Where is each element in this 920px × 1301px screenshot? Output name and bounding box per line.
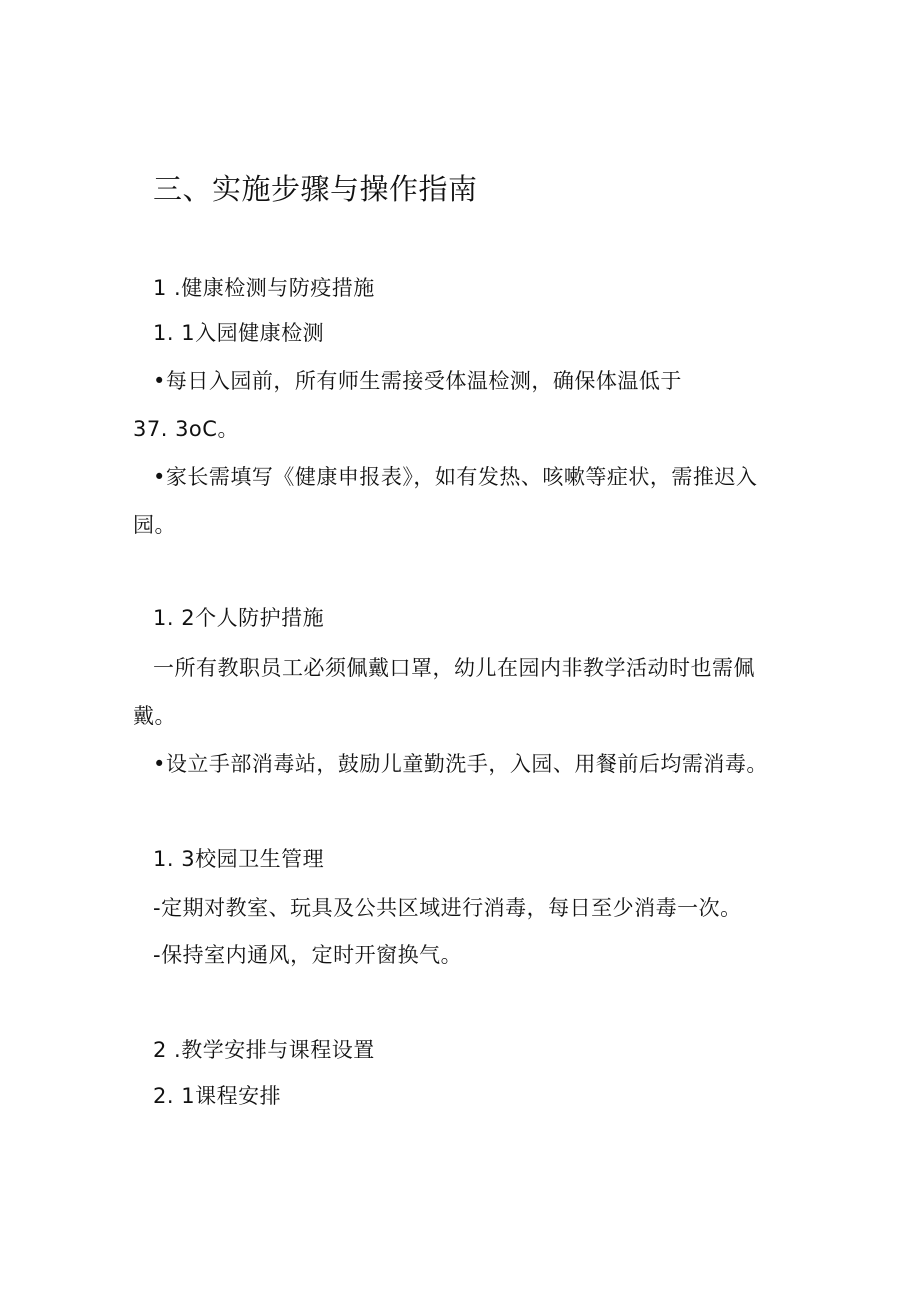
subheading-1-2: 1. 2个人防护措施: [153, 606, 325, 630]
subheading-1-3: 1. 3校园卫生管理: [153, 847, 325, 871]
paragraph-line: -定期对教室、玩具及公共区域进行消毒，每日至少消毒一次。: [153, 896, 742, 920]
subheading-2-1: 2. 1课程安排: [153, 1084, 282, 1108]
heading-2: 2 .教学安排与课程设置: [153, 1038, 375, 1062]
paragraph-line: 一所有教职员工必须佩戴口罩，幼儿在园内非教学活动时也需佩: [153, 656, 755, 680]
subheading-1-1: 1. 1入园健康检测: [153, 321, 325, 345]
paragraph-line: 园。: [133, 513, 176, 537]
paragraph-line: •家长需填写《健康申报表》，如有发热、咳嗽等症状，需推迟入: [153, 465, 758, 489]
heading-1: 1 .健康检测与防疫措施: [153, 276, 375, 300]
paragraph-line: •每日入园前，所有师生需接受体温检测，确保体温低于: [153, 369, 682, 393]
paragraph-line: 戴。: [133, 704, 176, 728]
paragraph-line: 37. 3oC。: [133, 417, 239, 441]
paragraph-line: •设立手部消毒站，鼓励儿童勤洗手，入园、用餐前后均需消毒。: [153, 752, 768, 776]
paragraph-line: -保持室内通风，定时开窗换气。: [153, 943, 463, 967]
section-title: 三、实施步骤与操作指南: [153, 172, 478, 206]
